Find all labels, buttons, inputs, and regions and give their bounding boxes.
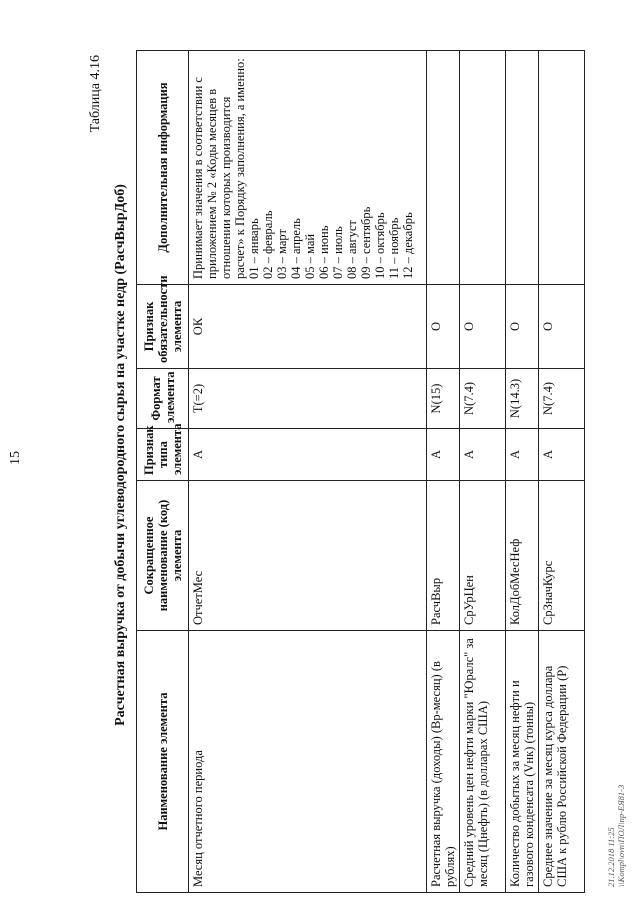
cell-code: СрЗначКурс (539, 481, 585, 631)
cell-code: КолДобМесНеф (506, 481, 539, 631)
month-item: 03 – март (275, 229, 289, 279)
info-intro: Принимает значения в соответствии с приложением № 2 «Коды месяцев в отношении которых производится расчет» к Порядку заполнения, а именно: (191, 58, 247, 279)
table-header-row (137, 51, 189, 893)
cell-type: А (427, 429, 460, 481)
cell-info (189, 51, 427, 285)
cell-name: Месяц отчетного периода (189, 631, 427, 893)
scan-stamp-date: 21.12.2018 11:25 (606, 827, 616, 887)
cell-required: О (539, 285, 585, 369)
cell-format: N(7.4) (539, 369, 585, 429)
month-item: 06 – июнь (317, 225, 331, 279)
month-item: 12 – декабрь (401, 212, 415, 279)
month-item: 02 – февраль (261, 210, 275, 279)
table-row (189, 51, 427, 893)
header-element-code: Сокращенное наименование (код) элемента (137, 481, 189, 631)
header-element-type: Признак типа элемента (137, 429, 189, 481)
month-list (247, 56, 415, 279)
cell-info (506, 51, 539, 285)
scan-stamp (606, 785, 626, 887)
month-item: 05 – май (303, 233, 317, 279)
cell-code: СрУрЦен (460, 481, 506, 631)
cell-required: ОК (189, 285, 427, 369)
table-reference: Таблица 4.16 (88, 55, 103, 133)
cell-type: А (189, 429, 427, 481)
cell-code: ОтчетМес (189, 481, 427, 631)
table-row (506, 51, 539, 893)
cell-info (460, 51, 506, 285)
cell-format: N(7.4) (460, 369, 506, 429)
month-item: 10 – октябрь (373, 212, 387, 279)
cell-name: Средний уровень цен нефти марки "Юралс" за месяц (Цнефть) (в долларах США) (460, 631, 506, 893)
month-item: 04 – апрель (289, 218, 303, 279)
month-item: 01 – январь (247, 218, 261, 279)
month-item: 11 – ноябрь (387, 217, 401, 279)
header-element-required: Признак обязательности элемента (137, 285, 189, 369)
cell-format: T(=2) (189, 369, 427, 429)
month-item: 07 – июль (331, 226, 345, 279)
cell-code: РасчВыр (427, 481, 460, 631)
cell-required: О (460, 285, 506, 369)
cell-type: А (539, 429, 585, 481)
cell-name: Среднее значение за месяц курса доллара США к рублю Российской Федерации (Р) (539, 631, 585, 893)
cell-format: N(15) (427, 369, 460, 429)
month-item: 09 – сентябрь (359, 206, 373, 279)
elements-table (136, 50, 585, 893)
table-row (460, 51, 506, 893)
cell-required: О (427, 285, 460, 369)
header-element-name: Наименование элемента (137, 631, 189, 893)
cell-type: А (506, 429, 539, 481)
cell-type: А (460, 429, 506, 481)
cell-info (427, 51, 460, 285)
table-row (539, 51, 585, 893)
cell-format: N(14.3) (506, 369, 539, 429)
table-title: Расчетная выручка от добычи углеводородного сырья на участке недр (РасчВырДоб) (113, 184, 128, 726)
cell-name: Расчетная выручка (доходы) (Вр-месяц) (в рублях) (427, 631, 460, 893)
month-item: 08 – август (345, 220, 359, 279)
table-row (427, 51, 460, 893)
scan-stamp-path: \\Kompl\ovn\ПОЛ\пр-ЕЯ81-3 (616, 784, 626, 887)
cell-info (539, 51, 585, 285)
header-additional-info: Дополнительная информация (137, 51, 189, 285)
page-number: 15 (8, 451, 23, 465)
cell-required: О (506, 285, 539, 369)
header-element-format: Формат элемента (137, 369, 189, 429)
cell-name: Количество добытых за месяц нефти и газового конденсата (Vнк) (тонны) (506, 631, 539, 893)
